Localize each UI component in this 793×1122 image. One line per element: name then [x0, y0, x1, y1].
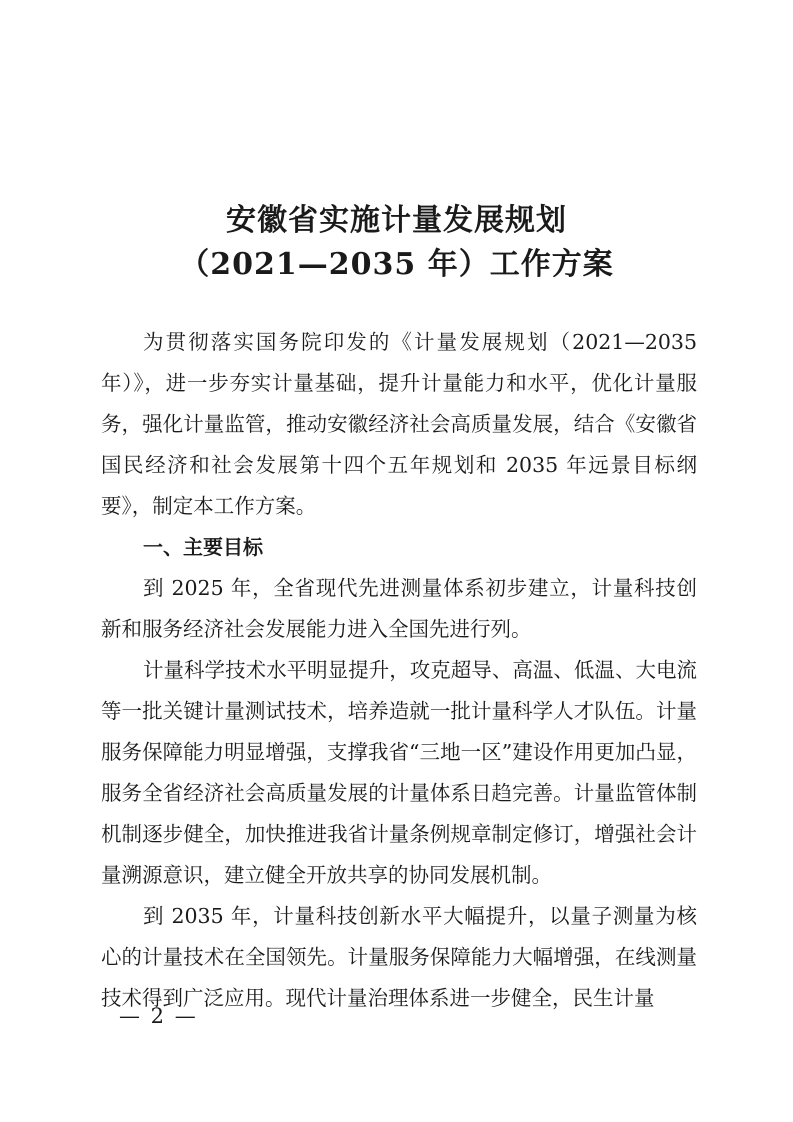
goal-details-paragraph: 计量科学技术水平明显提升，攻克超导、高温、低温、大电流等一批关键计量测试技术，培养造就一批计量科学人才队伍。计量服务保障能力明显增强，支撑我省“三地一区”建设作用更加凸显，服务全省经济社会高质量发展的计量体系日趋完善。计量监管体制机制逐步健全，加快推进我省计量条例规章制定修订，增强社会计量溯源意识，建立健全开放共享的协同发展机制。 — [101, 658, 697, 887]
goal-2025-paragraph: 到 2025 年，全省现代先进测量体系初步建立，计量科技创新和服务经济社会发展能力进入全国先进行列。 — [101, 576, 697, 641]
document-title-line-1: 安徽省实施计量发展规划 — [226, 203, 567, 238]
intro-paragraph: 为贯彻落实国务院印发的《计量发展规划（2021—2035 年）》，进一步夯实计量基础，提升计量能力和水平，优化计量服务，强化计量监管，推动安徽经济社会高质量发展，结合《安徽省国民经济和社会发展第十四个五年规划和 2035 年远景目标纲要》，制定本工作方案。 — [101, 330, 697, 518]
goal-2035-paragraph: 到 2035 年，计量科技创新水平大幅提升，以量子测量为核心的计量技术在全国领先。计量服务保障能力大幅增强，在线测量技术得到广泛应用。现代计量治理体系进一步健全，民生计量 — [101, 904, 697, 1010]
document-title-line-2: （2021—2035 年）工作方案 — [179, 247, 614, 282]
document-body — [101, 322, 697, 1019]
page-number: — 2 — — [119, 1004, 198, 1028]
section-heading-main-goals: 一、主要目标 — [143, 535, 263, 559]
